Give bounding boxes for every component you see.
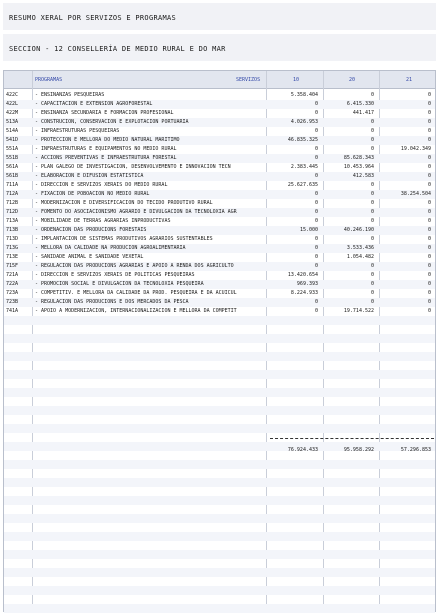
program-description: - DIRECCIÓN E SERVIZOS XERAIS DO MEDIO RURAL bbox=[35, 182, 168, 188]
empty-row bbox=[4, 550, 435, 559]
program-code: 513A bbox=[6, 119, 19, 125]
value-col-10: 0 bbox=[314, 254, 318, 260]
empty-row bbox=[4, 325, 435, 334]
empty-row bbox=[4, 523, 435, 532]
value-col-21: 38.254.504 bbox=[400, 191, 431, 197]
value-col-21: 0 bbox=[427, 137, 431, 143]
report-title: RESUMO XERAL POR SERVIZOS E PROGRAMAS bbox=[9, 14, 177, 22]
empty-row bbox=[4, 532, 435, 541]
empty-row bbox=[4, 334, 435, 343]
value-col-10: 4.026.953 bbox=[290, 119, 318, 125]
program-description: - ORDENACIÓN DAS PRODUCIÓNS FORESTAIS bbox=[35, 227, 147, 233]
value-col-10: 46.835.325 bbox=[287, 137, 318, 143]
total-col-20: 95.958.292 bbox=[343, 447, 374, 453]
value-col-20: 6.415.330 bbox=[346, 101, 374, 107]
table-row bbox=[4, 298, 435, 307]
empty-row bbox=[4, 352, 435, 361]
program-description: - COMPETITIV. E MELLORA DA CALIDADE DA PROD. PESQUEIRA E DA ACUICUL bbox=[35, 290, 237, 296]
value-col-20: 0 bbox=[370, 200, 374, 206]
value-col-21: 0 bbox=[427, 290, 431, 296]
value-col-20: 40.246.190 bbox=[343, 227, 374, 233]
header-programs: PROGRAMAS bbox=[35, 77, 63, 83]
value-col-20: 0 bbox=[370, 218, 374, 224]
empty-row bbox=[4, 406, 435, 415]
value-col-21: 0 bbox=[427, 272, 431, 278]
value-col-10: 0 bbox=[314, 209, 318, 215]
program-description: - INFRAESTRUTURAS PESQUEIRAS bbox=[35, 128, 120, 134]
program-description: - IMPLANTACIÓN DE SISTEMAS PRODUTIVOS AGRARIOS SUSTENTABLES bbox=[35, 236, 213, 242]
value-col-21: 0 bbox=[427, 299, 431, 305]
value-col-21: 0 bbox=[427, 308, 431, 314]
value-col-21: 19.042.349 bbox=[400, 146, 431, 152]
empty-row bbox=[4, 370, 435, 379]
table-row bbox=[4, 172, 435, 181]
summary-table bbox=[3, 70, 436, 612]
table-row bbox=[4, 181, 435, 190]
value-col-10: 0 bbox=[314, 236, 318, 242]
program-description: - ENSINANZA SECUNDARIA E FORMACIÓN PROFESIONAL bbox=[35, 110, 174, 116]
section-band bbox=[3, 34, 436, 61]
total-col-21: 57.296.853 bbox=[400, 447, 431, 453]
table-row bbox=[4, 163, 435, 172]
table-row bbox=[4, 217, 435, 226]
empty-row bbox=[4, 460, 435, 469]
empty-row bbox=[4, 343, 435, 352]
program-code: 715F bbox=[6, 263, 19, 269]
program-description: - CONSTRUCIÓN, CONSERVACIÓN E EXPLOTACIÓN PORTUARIA bbox=[35, 119, 189, 125]
value-col-20: 441.417 bbox=[352, 110, 374, 116]
value-col-20: 0 bbox=[370, 182, 374, 188]
empty-row bbox=[4, 586, 435, 595]
value-col-10: 0 bbox=[314, 101, 318, 107]
program-code: 551B bbox=[6, 155, 19, 161]
empty-row bbox=[4, 388, 435, 397]
value-col-20: 85.628.343 bbox=[343, 155, 374, 161]
program-code: 713B bbox=[6, 227, 19, 233]
empty-row bbox=[4, 316, 435, 325]
program-code: 713E bbox=[6, 254, 19, 260]
value-col-10: 0 bbox=[314, 308, 318, 314]
header-col-21: 21 bbox=[406, 77, 413, 83]
program-description: - DIRECCIÓN E SERVIZOS XERAIS DE POLÍTICAS PESQUEIRAS bbox=[35, 272, 195, 278]
program-code: 741A bbox=[6, 308, 19, 314]
value-col-20: 0 bbox=[370, 263, 374, 269]
value-col-10: 0 bbox=[314, 173, 318, 179]
program-description: - MELLORA DA CALIDADE NA PRODUCIÓN AGROALIMENTARIA bbox=[35, 245, 186, 251]
program-description: - SANIDADE ANIMAL E SANIDADE VEXETAL bbox=[35, 254, 144, 260]
value-col-21: 0 bbox=[427, 182, 431, 188]
value-col-20: 0 bbox=[370, 92, 374, 98]
value-col-20: 0 bbox=[370, 272, 374, 278]
program-description: - ELABORACIÓN E DIFUSIÓN ESTATÍSTICA bbox=[35, 173, 144, 179]
value-col-10: 5.358.404 bbox=[290, 92, 318, 98]
value-col-20: 0 bbox=[370, 236, 374, 242]
empty-row bbox=[4, 577, 435, 586]
empty-row bbox=[4, 604, 435, 613]
header-col-10: 10 bbox=[293, 77, 300, 83]
value-col-20: 1.054.482 bbox=[346, 254, 374, 260]
value-col-20: 0 bbox=[370, 290, 374, 296]
header-services: SERVIZOS bbox=[236, 77, 261, 83]
value-col-21: 0 bbox=[427, 92, 431, 98]
table-row bbox=[4, 100, 435, 109]
table-row bbox=[4, 226, 435, 235]
program-code: 713G bbox=[6, 245, 19, 251]
value-col-10: 0 bbox=[314, 299, 318, 305]
program-code: 561A bbox=[6, 164, 19, 170]
empty-row bbox=[4, 514, 435, 523]
program-code: 711A bbox=[6, 182, 19, 188]
program-description: - FOMENTO DO ASOCIACIONISMO AGRARIO E DIVULGACIÓN DA TECNOLOXÍA AGR bbox=[35, 209, 237, 215]
program-code: 713D bbox=[6, 236, 19, 242]
table-row bbox=[4, 118, 435, 127]
value-col-10: 25.627.635 bbox=[287, 182, 318, 188]
value-col-21: 0 bbox=[427, 155, 431, 161]
table-row bbox=[4, 307, 435, 316]
value-col-21: 0 bbox=[427, 209, 431, 215]
table-row bbox=[4, 280, 435, 289]
program-code: 713A bbox=[6, 218, 19, 224]
value-col-10: 8.224.933 bbox=[290, 290, 318, 296]
value-col-21: 0 bbox=[427, 281, 431, 287]
totals-separator bbox=[270, 438, 434, 439]
value-col-21: 0 bbox=[427, 200, 431, 206]
program-description: - FIXACIÓN DE POBOACIÓN NO MEDIO RURAL bbox=[35, 191, 150, 197]
value-col-21: 0 bbox=[427, 245, 431, 251]
value-col-20: 3.533.436 bbox=[346, 245, 374, 251]
value-col-10: 0 bbox=[314, 245, 318, 251]
value-col-20: 412.583 bbox=[352, 173, 374, 179]
program-code: 723A bbox=[6, 290, 19, 296]
empty-row bbox=[4, 424, 435, 433]
table-row bbox=[4, 109, 435, 118]
value-col-21: 0 bbox=[427, 110, 431, 116]
value-col-21: 0 bbox=[427, 227, 431, 233]
table-row bbox=[4, 190, 435, 199]
header-col-20: 20 bbox=[349, 77, 356, 83]
program-description: - ENSINANZAS PESQUEIRAS bbox=[35, 92, 105, 98]
program-code: 723B bbox=[6, 299, 19, 305]
value-col-20: 0 bbox=[370, 119, 374, 125]
value-col-21: 0 bbox=[427, 254, 431, 260]
program-code: 422M bbox=[6, 110, 19, 116]
value-col-20: 19.714.522 bbox=[343, 308, 374, 314]
value-col-21: 0 bbox=[427, 119, 431, 125]
table-row bbox=[4, 145, 435, 154]
program-description: - REGULACIÓN DAS PRODUCIÓNS AGRARIAS E APOIO Á RENDA DOS AGRICULTO bbox=[35, 263, 234, 269]
value-col-10: 2.383.445 bbox=[290, 164, 318, 170]
section-title: SECCION - 12 CONSELLERÍA DE MEDIO RURAL E DO MAR bbox=[9, 45, 226, 53]
value-col-21: 0 bbox=[427, 164, 431, 170]
value-col-10: 0 bbox=[314, 155, 318, 161]
value-col-21: 0 bbox=[427, 128, 431, 134]
value-col-10: 0 bbox=[314, 191, 318, 197]
program-code: 722A bbox=[6, 281, 19, 287]
program-code: 721A bbox=[6, 272, 19, 278]
total-col-10: 76.924.433 bbox=[287, 447, 318, 453]
table-header bbox=[4, 71, 435, 89]
program-code: 541D bbox=[6, 137, 19, 143]
program-code: 514A bbox=[6, 128, 19, 134]
program-code: 551A bbox=[6, 146, 19, 152]
table-row bbox=[4, 253, 435, 262]
program-description: - INFRAESTRUTURAS E EQUIPAMENTOS NO MEDIO RURAL bbox=[35, 146, 177, 152]
empty-row bbox=[4, 469, 435, 478]
empty-row bbox=[4, 487, 435, 496]
report-title-band bbox=[3, 3, 436, 30]
table-row bbox=[4, 154, 435, 163]
program-description: - CAPACITACIÓN E EXTENSIÓN AGROFORESTAL bbox=[35, 101, 153, 107]
value-col-10: 0 bbox=[314, 218, 318, 224]
value-col-10: 0 bbox=[314, 110, 318, 116]
program-code: 422C bbox=[6, 92, 19, 98]
value-col-20: 0 bbox=[370, 146, 374, 152]
empty-row bbox=[4, 595, 435, 604]
program-code: 712B bbox=[6, 200, 19, 206]
program-description: - APOIO Á MODERNIZACIÓN, INTERNACIONALIZACIÓN E MELLORA DA COMPETIT bbox=[35, 308, 237, 314]
value-col-21: 0 bbox=[427, 236, 431, 242]
value-col-20: 0 bbox=[370, 209, 374, 215]
empty-row bbox=[4, 568, 435, 577]
table-row bbox=[4, 127, 435, 136]
value-col-21: 0 bbox=[427, 263, 431, 269]
empty-row bbox=[4, 505, 435, 514]
program-code: 712D bbox=[6, 209, 19, 215]
value-col-10: 0 bbox=[314, 263, 318, 269]
program-code: 561B bbox=[6, 173, 19, 179]
program-description: - PROMOCIÓN SOCIAL E DIVULGACIÓN DA TECNOLOXÍA PESQUEIRA bbox=[35, 281, 204, 287]
empty-row bbox=[4, 361, 435, 370]
table-row bbox=[4, 235, 435, 244]
value-col-10: 13.420.654 bbox=[287, 272, 318, 278]
program-description: - REGULACIÓN DAS PRODUCIÓNS E DOS MERCADOS DA PESCA bbox=[35, 299, 189, 305]
program-description: - ACCIÓNS PREVENTIVAS E INFRAESTRUTURA FORESTAL bbox=[35, 155, 177, 161]
table-row bbox=[4, 289, 435, 298]
empty-row bbox=[4, 397, 435, 406]
value-col-10: 0 bbox=[314, 200, 318, 206]
table-row bbox=[4, 208, 435, 217]
value-col-20: 10.453.964 bbox=[343, 164, 374, 170]
program-code: 422L bbox=[6, 101, 19, 107]
table-row bbox=[4, 271, 435, 280]
value-col-20: 0 bbox=[370, 299, 374, 305]
empty-row bbox=[4, 379, 435, 388]
value-col-10: 0 bbox=[314, 128, 318, 134]
empty-row bbox=[4, 541, 435, 550]
empty-row bbox=[4, 559, 435, 568]
program-description: - PLAN GALEGO DE INVESTIGACIÓN, DESENVOLVEMENTO E INNOVACIÓN TECN bbox=[35, 164, 231, 170]
value-col-21: 0 bbox=[427, 218, 431, 224]
table-row bbox=[4, 136, 435, 145]
program-code: 712A bbox=[6, 191, 19, 197]
value-col-10: 969.393 bbox=[296, 281, 318, 287]
table-row bbox=[4, 91, 435, 100]
value-col-20: 0 bbox=[370, 281, 374, 287]
program-description: - MODERNIZACIÓN E DIVERSIFICACIÓN DO TECIDO PRODUTIVO RURAL bbox=[35, 200, 213, 206]
value-col-10: 15.000 bbox=[299, 227, 318, 233]
empty-row bbox=[4, 415, 435, 424]
program-description: - PROTECCIÓN E MELLORA DO MEDIO NATURAL MARÍTIMO bbox=[35, 137, 180, 143]
value-col-20: 0 bbox=[370, 191, 374, 197]
table-row bbox=[4, 244, 435, 253]
value-col-10: 0 bbox=[314, 146, 318, 152]
value-col-20: 0 bbox=[370, 137, 374, 143]
table-row bbox=[4, 262, 435, 271]
value-col-21: 0 bbox=[427, 173, 431, 179]
value-col-21: 0 bbox=[427, 101, 431, 107]
program-description: - MOBILIDADE DE TERRAS AGRARIAS INPRODUCTIVAS bbox=[35, 218, 171, 224]
empty-row bbox=[4, 478, 435, 487]
table-row bbox=[4, 199, 435, 208]
empty-row bbox=[4, 496, 435, 505]
value-col-20: 0 bbox=[370, 128, 374, 134]
